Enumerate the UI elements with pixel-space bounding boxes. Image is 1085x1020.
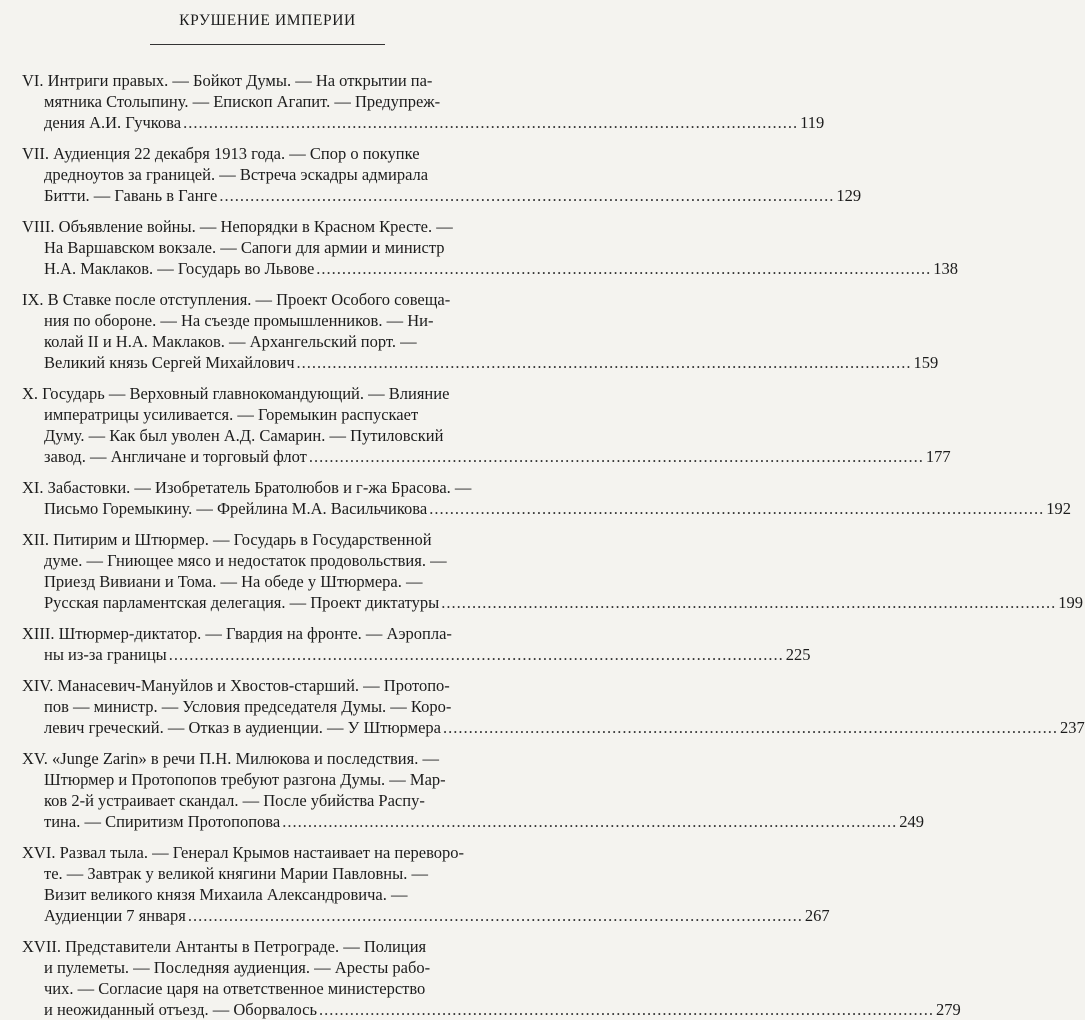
dot-leader: ........................................................................................................................ — [183, 113, 799, 132]
toc-entry-text: и неожиданный отъезд. — Оборвалось — [44, 1000, 317, 1019]
page-number: 192 — [1046, 499, 1071, 518]
toc-entry-line: XIII. Штюрмер-диктатор. — Гвардия на фронте. — Аэропла- — [22, 624, 452, 643]
toc-entry-line: VIII. Объявление войны. — Непорядки в Красном Кресте. — — [22, 217, 453, 236]
toc-entry-last-line — [22, 644, 811, 665]
toc-entry — [22, 748, 924, 832]
toc-entry — [22, 216, 959, 279]
toc-entry-line: думе. — Гниющее мясо и недостаток продовольствия. — — [44, 551, 447, 570]
page-number: 138 — [933, 259, 959, 278]
toc-entry-text: ны из-за границы — [44, 645, 167, 664]
toc-entry-text: Русская парламентская делегация. — Проект диктатуры — [44, 593, 440, 612]
page-number: 129 — [836, 186, 862, 205]
toc-entry — [22, 529, 1083, 613]
running-header: КРУШЕНИЕ ИМПЕРИИ — [179, 12, 356, 29]
toc-entry-line: колай II и Н.А. Маклаков. — Архангельский порт. — — [44, 332, 417, 351]
page-number: 119 — [800, 113, 825, 132]
toc-entry-line: Думу. — Как был уволен А.Д. Самарин. — Путиловский — [44, 426, 444, 445]
dot-leader: ........................................................................................................................ — [219, 186, 835, 205]
toc-entry-line: Штюрмер и Протопопов требуют разгона Думы. — Мар- — [44, 770, 446, 789]
toc-entry-line: XI. Забастовки. — Изобретатель Братолюбов и г-жа Брасова. — — [22, 478, 472, 497]
page-number: 159 — [913, 353, 939, 372]
toc-entry-line: XII. Питирим и Штюрмер. — Государь в Государственной — [22, 530, 432, 549]
dot-leader: ........................................................................................................................ — [429, 499, 1045, 518]
toc-entry-line: и пулеметы. — Последняя аудиенция. — Аресты рабо- — [44, 958, 431, 977]
toc-entry-line: императрицы усиливается. — Горемыкин распускает — [44, 405, 419, 424]
toc-entry-line: XIV. Манасевич-Мануйлов и Хвостов-старший. — Протопо- — [22, 676, 450, 695]
page-number: 279 — [935, 1000, 961, 1019]
toc-entry-line: XVII. Представители Антанты в Петрограде. — Полиция — [22, 937, 427, 956]
header-rule — [150, 44, 385, 45]
page-number: 199 — [1058, 593, 1083, 612]
toc-entry-line: Визит великого князя Михаила Александровича. — — [44, 885, 408, 904]
toc-entry-last-line — [22, 446, 951, 467]
toc-entry-text: Н.А. Маклаков. — Государь во Львове — [44, 259, 315, 278]
toc-entry-line: XV. «Junge Zarin» в речи П.Н. Милюкова и последствия. — — [22, 749, 439, 768]
toc-entry-line: Приезд Вивиани и Тома. — На обеде у Штюрмера. — — [44, 572, 423, 591]
dot-leader: ........................................................................................................................ — [308, 447, 924, 466]
dot-leader: ........................................................................................................................ — [296, 353, 912, 372]
toc-entry-line: пов — министр. — Условия председателя Думы. — Коро- — [44, 697, 452, 716]
toc-entry-text: Письмо Горемыкину. — Фрейлина М.А. Васильчикова — [44, 499, 428, 518]
toc-entry — [22, 70, 825, 133]
toc-entry-line: XVI. Развал тыла. — Генерал Крымов настаивает на переворо- — [22, 843, 465, 862]
toc-entry-last-line — [22, 112, 825, 133]
toc-entry-text: завод. — Англичане и торговый флот — [44, 447, 307, 466]
toc-entry-line: ния по обороне. — На съезде промышленников. — Ни- — [44, 311, 434, 330]
toc-entry-last-line — [22, 811, 924, 832]
toc-entry — [22, 143, 862, 206]
dot-leader: ........................................................................................................................ — [187, 906, 803, 925]
toc-entry-text: Аудиенции 7 января — [44, 906, 186, 925]
page-number: 249 — [899, 812, 924, 831]
toc-entry — [22, 675, 1085, 738]
toc-entry — [22, 936, 961, 1020]
dot-leader: ........................................................................................................................ — [442, 718, 1058, 737]
toc-entry-line: VI. Интриги правых. — Бойкот Думы. — На открытии па- — [22, 71, 433, 90]
toc-entry — [22, 477, 1071, 519]
toc-entry — [22, 842, 830, 926]
dot-leader: ........................................................................................................................ — [316, 259, 932, 278]
toc-entry — [22, 623, 811, 665]
table-of-contents — [22, 70, 1085, 1020]
toc-entry-line: чих. — Согласие царя на ответственное министерство — [44, 979, 426, 998]
toc-entry-last-line — [22, 717, 1085, 738]
toc-entry-last-line — [22, 258, 959, 279]
toc-entry-text: Великий князь Сергей Михайлович — [44, 353, 295, 372]
dot-leader: ........................................................................................................................ — [441, 593, 1057, 612]
toc-entry-line: дредноутов за границей. — Встреча эскадры адмирала — [44, 165, 429, 184]
toc-entry-last-line — [22, 498, 1071, 519]
dot-leader: ........................................................................................................................ — [282, 812, 898, 831]
toc-entry-line: ков 2-й устраивает скандал. — После убийства Распу- — [44, 791, 425, 810]
toc-entry-line: мятника Столыпину. — Епископ Агапит. — Предупреж- — [44, 92, 441, 111]
toc-entry — [22, 383, 951, 467]
toc-entry-line: На Варшавском вокзале. — Сапоги для армии и министр — [44, 238, 445, 257]
toc-entry-last-line — [22, 592, 1083, 613]
toc-entry-text: Битти. — Гавань в Ганге — [44, 186, 218, 205]
toc-entry-line: VII. Аудиенция 22 декабря 1913 года. — Спор о покупке — [22, 144, 420, 163]
toc-entry — [22, 289, 939, 373]
toc-entry-last-line — [22, 999, 961, 1020]
toc-entry-last-line — [22, 905, 830, 926]
toc-entry-line: те. — Завтрак у великой княгини Марии Павловны. — — [44, 864, 428, 883]
toc-entry-last-line — [22, 352, 939, 373]
dot-leader: ........................................................................................................................ — [168, 645, 784, 664]
toc-entry-line: X. Государь — Верховный главнокомандующий. — Влияние — [22, 384, 450, 403]
toc-entry-text: тина. — Спиритизм Протопопова — [44, 812, 281, 831]
toc-entry-line: IX. В Ставке после отступления. — Проект Особого совеща- — [22, 290, 451, 309]
page-number: 267 — [804, 906, 830, 925]
page-number: 177 — [925, 447, 951, 466]
toc-entry-last-line — [22, 185, 862, 206]
page-number: 225 — [785, 645, 811, 664]
page-number: 237 — [1059, 718, 1085, 737]
dot-leader: ........................................................................................................................ — [318, 1000, 934, 1019]
toc-entry-text: дения А.И. Гучкова — [44, 113, 182, 132]
toc-entry-text: левич греческий. — Отказ в аудиенции. — У Штюрмера — [44, 718, 441, 737]
